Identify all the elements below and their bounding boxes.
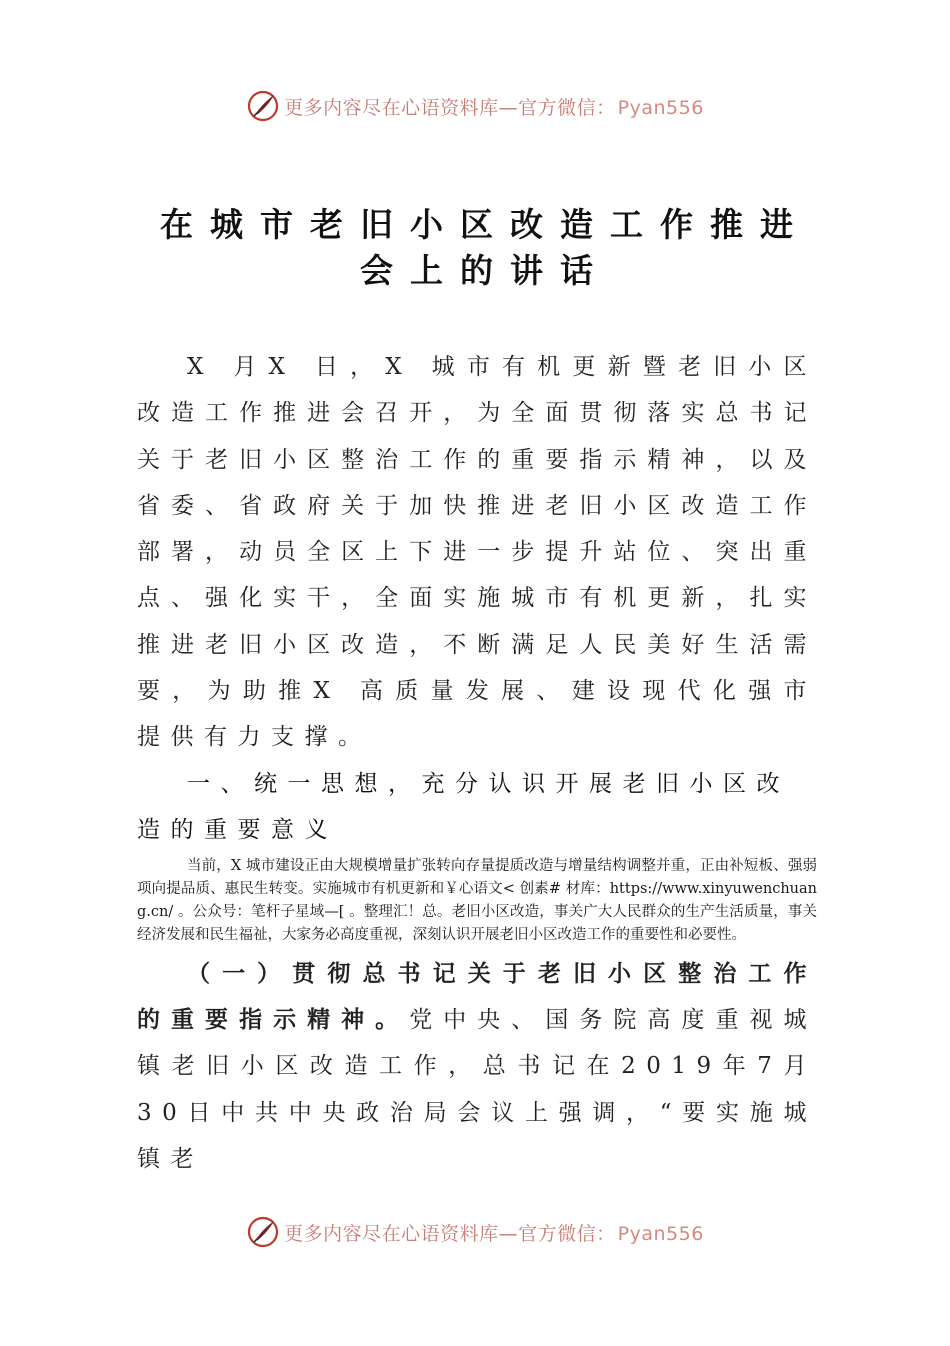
header-watermark-banner [0, 86, 950, 126]
banner-text: 更多内容尽在心语资料库—官方微信： Pyan556 [284, 1222, 704, 1245]
intro-paragraph: X 月X 日，X 城市有机更新暨老旧小区改造工作推进会召开，为全面贯彻落实总书记关于老旧小区整治工作的重要指示精神，以及省委、省政府关于加快推进老旧小区改造工作部署，动员全区上下进一步提升站位、突出重点、强化实干，全面实施城市有机更新，扎实推进老旧小区改造，不断满足人民美好生活需要，为助推X 高质量发展、建设现代化强市提供有力支撑。 [137, 354, 817, 751]
document-title-line-1: 在城市老旧小区改造工作推进 [160, 205, 810, 244]
banner-text: 更多内容尽在心语资料库—官方微信： Pyan556 [284, 96, 704, 119]
wechat-id: Pyan556 [617, 1222, 704, 1245]
subsection-1-text: 党中央、国务院高度重视城镇老旧小区改造工作，总书记在2019年7月30日中共中央政治局会议上强调，“要实施城镇老 [137, 1006, 818, 1172]
section-1-heading: 一、统一思想，充分认识开展老旧小区改造的重要意义 [137, 770, 790, 843]
wechat-id: Pyan556 [617, 96, 704, 119]
subsection-1-paragraph [137, 951, 817, 1182]
quill-pen-logo-icon [246, 89, 280, 123]
document-title-line-2: 会上的讲话 [360, 251, 610, 290]
quill-pen-logo-icon [246, 1215, 280, 1249]
subsection-1-heading: （一）贯彻总书记关于老旧小区整治工作的重要指示精神。 [137, 959, 817, 1033]
document-body [137, 344, 817, 1182]
footer-watermark-banner [0, 1212, 950, 1252]
small-print-paragraph: 当前，X 城市建设正由大规模增量扩张转向存量提质改造与增量结构调整并重，正由补短板、强弱项向提品质、惠民生转变。实施城市有机更新和￥心语文< 创素# 材库：https://www.xinyuwenchuang.cn/ 。公众号：笔杆子星域—[ 。整理汇！总。老旧小区改造，事关广大人民群众的生产生活质量，事关经济发展和民生福祉，大家务必高度重视，深刻认识开展老旧小区改造工作的重要性和必要性。 [137, 857, 817, 943]
